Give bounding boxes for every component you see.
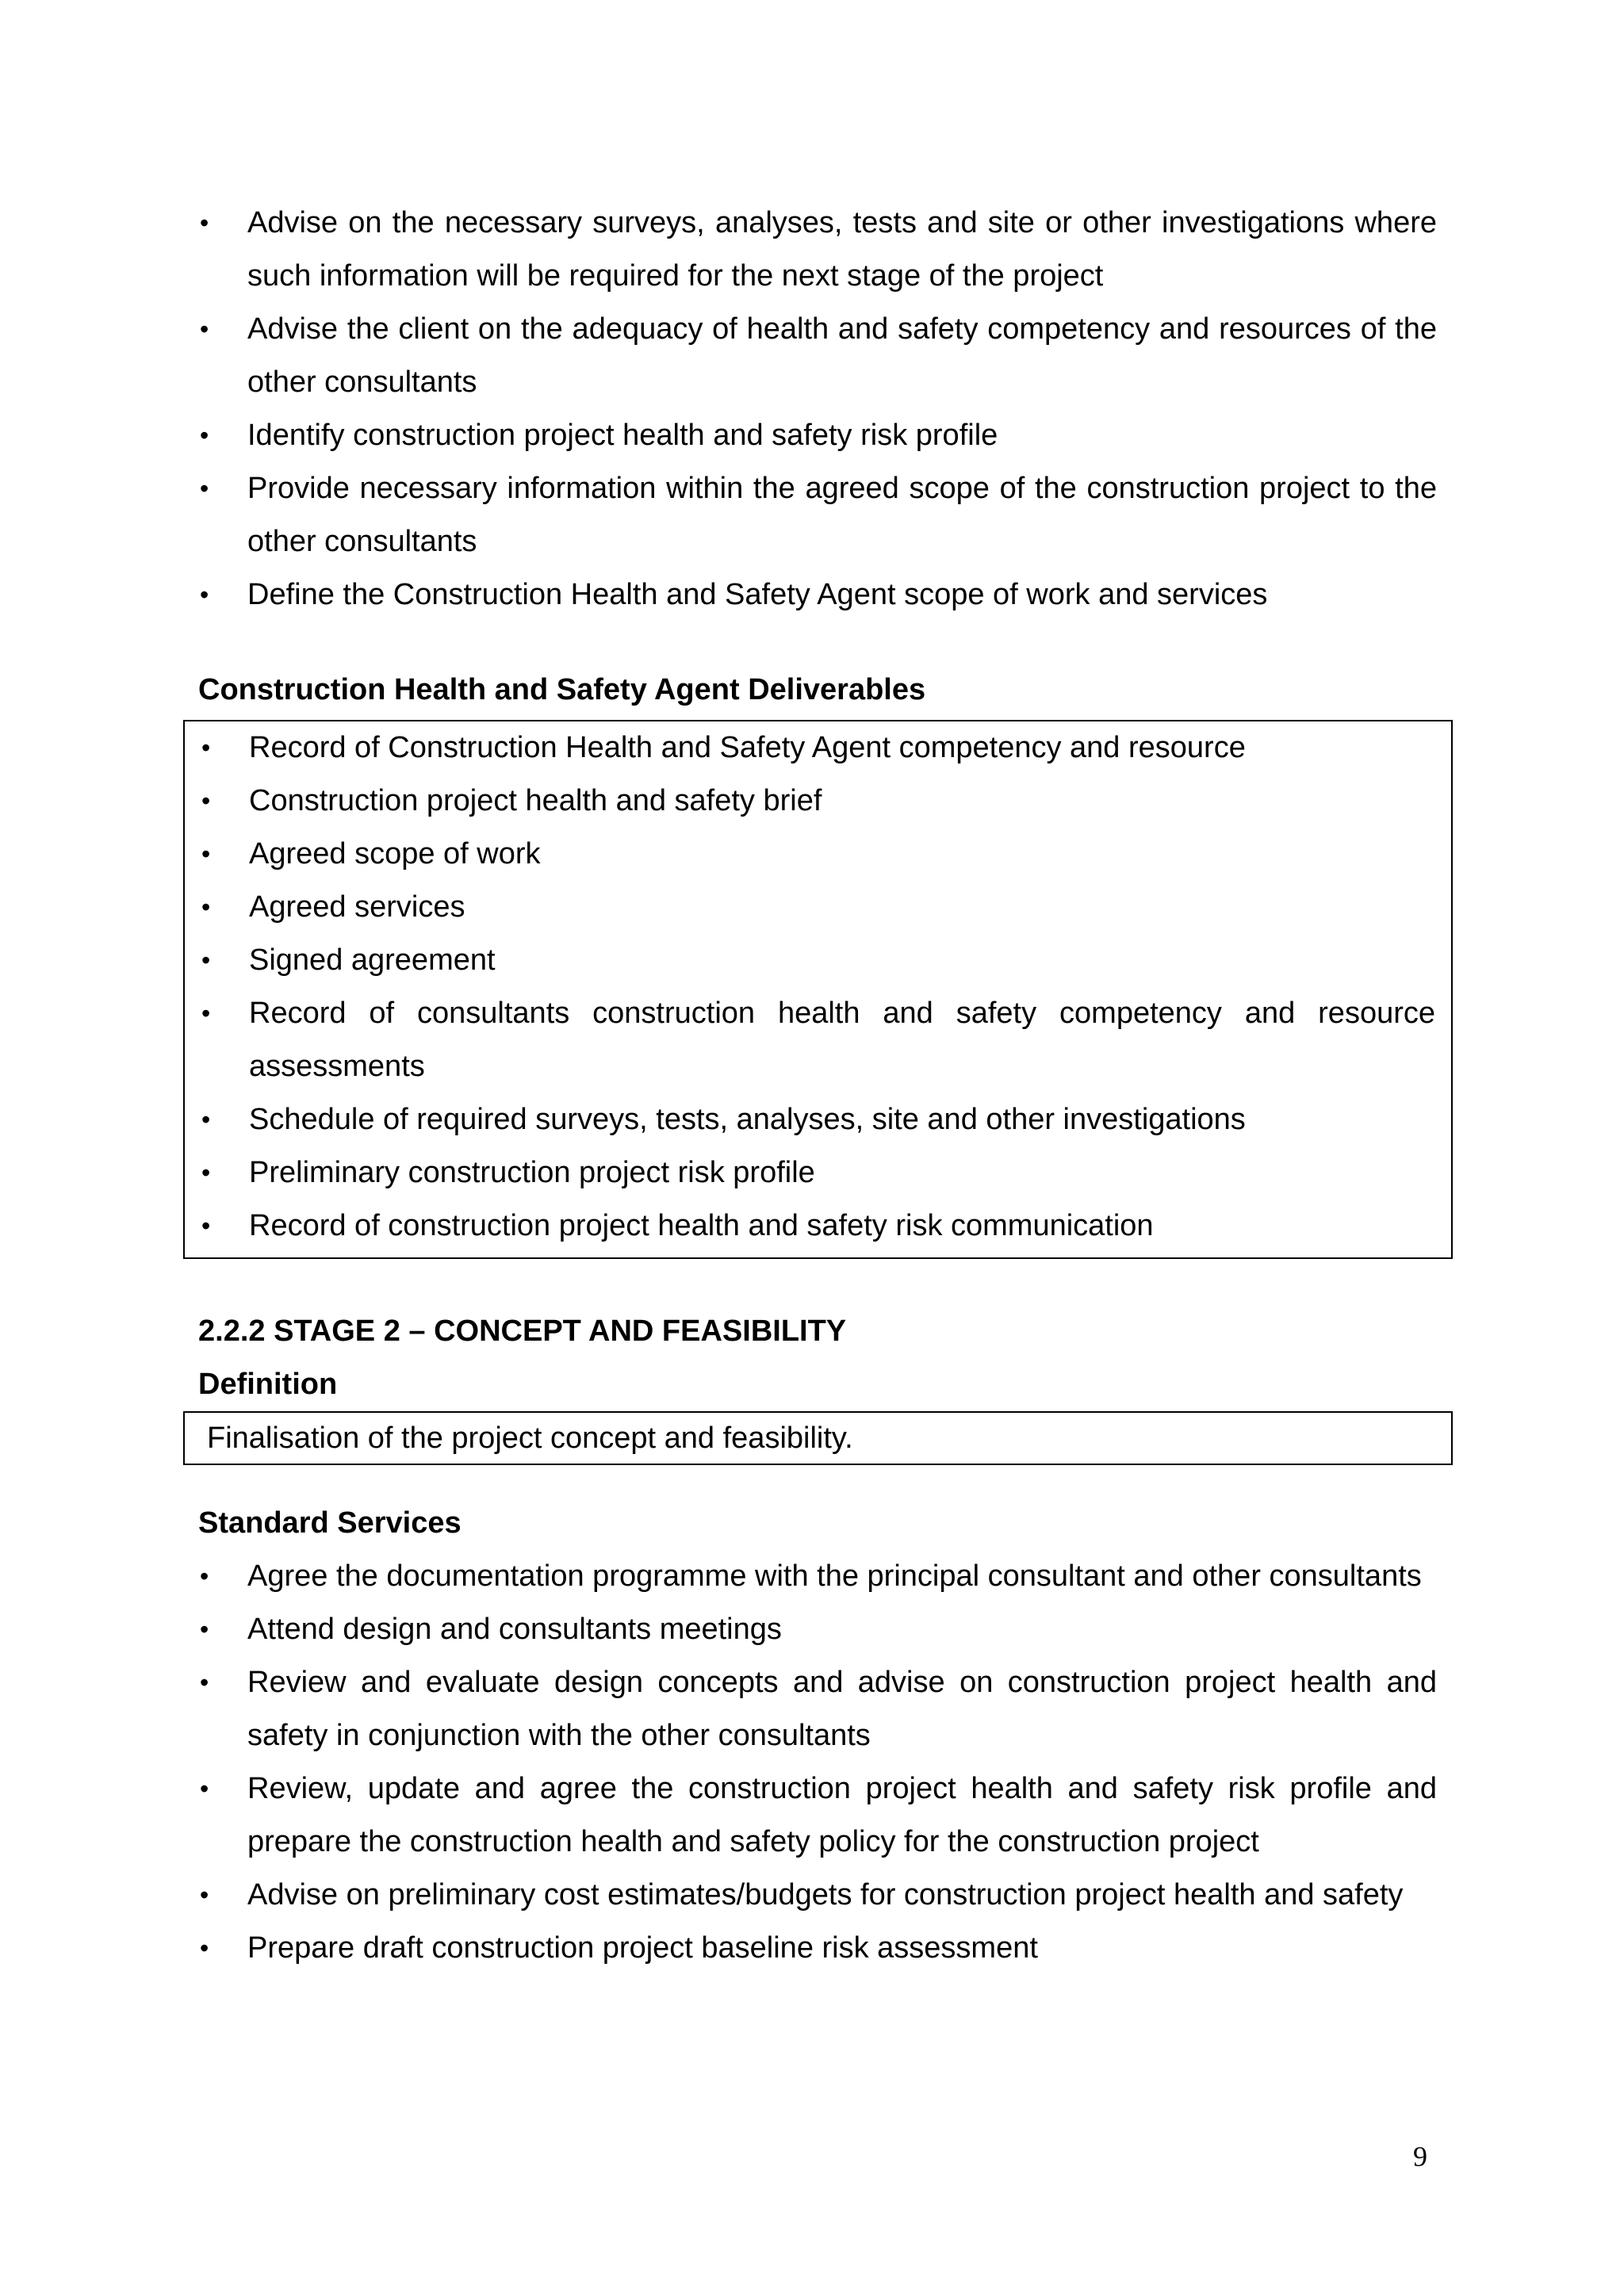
list-item: • Advise on the necessary surveys, analyses, tests and site or other investigations where such information will be required for the next stage of the project [198,197,1437,303]
bullet-icon: • [200,1562,209,1590]
bullet-icon: • [201,840,211,868]
bullet-icon: • [201,1158,211,1187]
bullet-icon: • [200,474,209,503]
list-item: • Preliminary construction project risk profile [200,1146,1435,1200]
list-item: • Provide necessary information within the agreed scope of the construction project to the other consultants [198,462,1437,568]
list-item: • Prepare draft construction project baseline risk assessment [198,1922,1437,1975]
bullet-icon: • [200,1934,209,1962]
bullet-icon: • [201,786,211,815]
standard-services-heading: Standard Services [198,1506,462,1540]
list-item: • Schedule of required surveys, tests, analyses, site and other investigations [200,1093,1435,1146]
list-item: • Record of Construction Health and Safety Agent competency and resource [200,721,1435,775]
services-list [198,1550,1437,1975]
list-item: • Attend design and consultants meetings [198,1603,1437,1656]
page-number: 9 [1413,2141,1427,2172]
list-item: • Advise the client on the adequacy of health and safety competency and resources of the other consultants [198,303,1437,409]
bullet-icon: • [200,421,209,450]
list-item: • Identify construction project health and safety risk profile [198,409,1437,462]
bullet-icon: • [201,733,211,762]
list-item: • Record of consultants construction health and safety competency and resource assessments [200,987,1435,1093]
list-item: • Review, update and agree the construction project health and safety risk profile and prepare the construction health and safety policy for the construction project [198,1762,1437,1869]
bullet-icon: • [200,315,209,343]
definition-heading: Definition [198,1368,338,1401]
list-item: • Agree the documentation programme with the principal consultant and other consultants [198,1550,1437,1603]
list-item: • Record of construction project health and safety risk communication [200,1200,1435,1253]
bullet-icon: • [201,999,211,1027]
list-item: • Signed agreement [200,934,1435,987]
document-page [198,197,1437,1975]
list-item: • Review and evaluate design concepts and advise on construction project health and safety in conjunction with the other consultants [198,1656,1437,1762]
definition-box: Finalisation of the project concept and feasibility. [183,1411,1453,1465]
bullet-icon: • [201,1105,211,1134]
bullet-icon: • [200,1881,209,1909]
bullet-icon: • [201,1211,211,1240]
list-item: • Define the Construction Health and Safety Agent scope of work and services [198,568,1437,622]
list-item: • Agreed services [200,881,1435,934]
intro-bullet-list [198,197,1437,622]
deliverables-heading: Construction Health and Safety Agent Deliverables [198,673,926,706]
list-item: • Construction project health and safety brief [200,775,1435,828]
bullet-icon: • [200,1774,209,1803]
bullet-icon: • [200,209,209,237]
bullet-icon: • [200,1615,209,1644]
bullet-icon: • [201,946,211,974]
section-heading: 2.2.2 STAGE 2 – CONCEPT AND FEASIBILITY [198,1314,847,1348]
deliverables-box [183,720,1453,1259]
deliverables-list [200,721,1435,1253]
list-item: • Agreed scope of work [200,828,1435,881]
bullet-icon: • [200,1668,209,1697]
bullet-icon: • [200,580,209,609]
bullet-icon: • [201,893,211,921]
list-item: • Advise on preliminary cost estimates/budgets for construction project health and safety [198,1869,1437,1922]
